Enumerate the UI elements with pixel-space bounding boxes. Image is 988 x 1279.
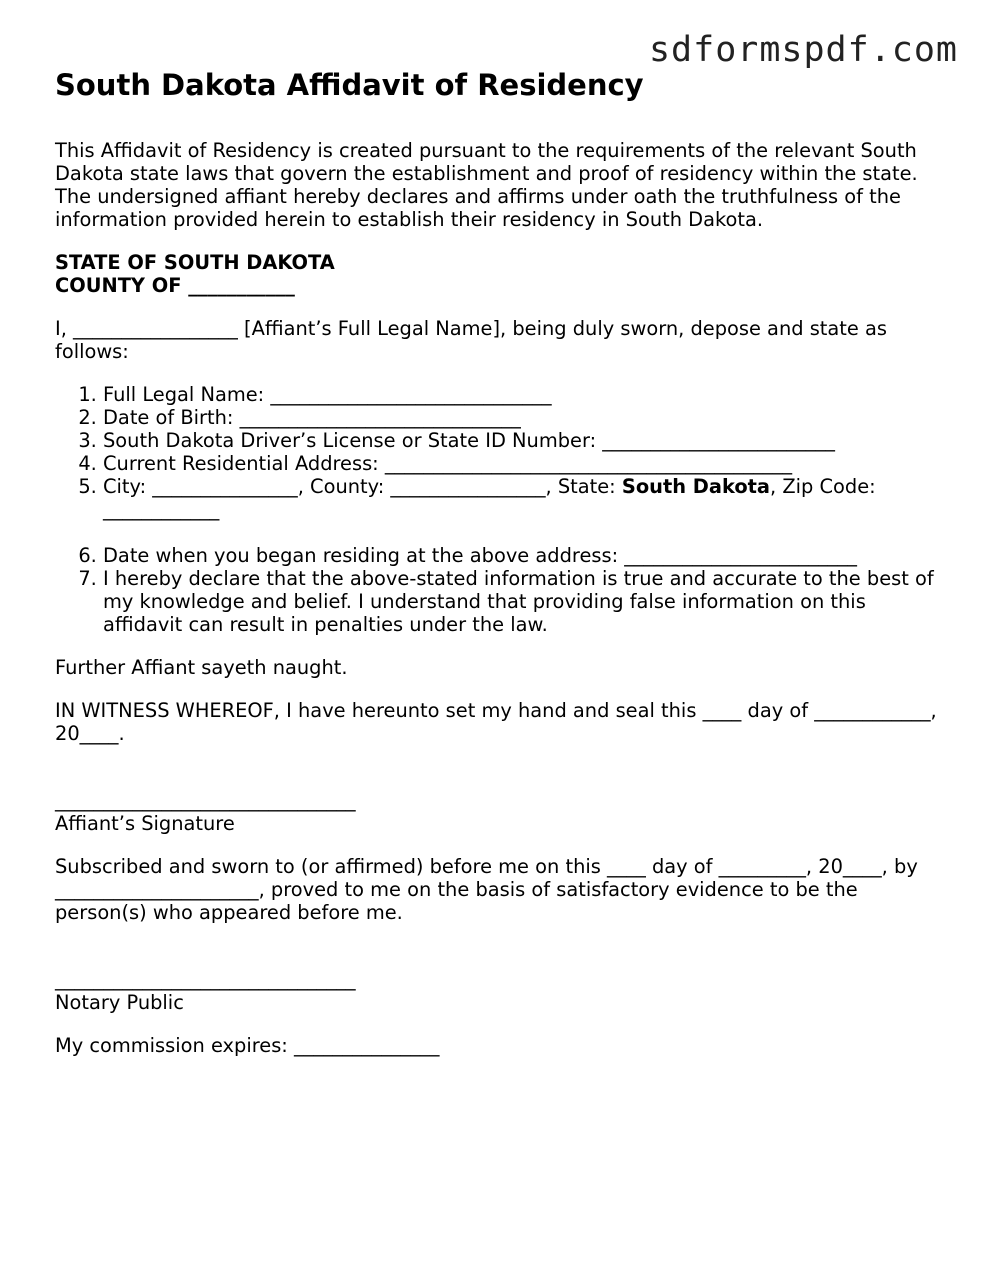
document-title: South Dakota Affidavit of Residency — [55, 68, 644, 102]
county-line: COUNTY OF ___________ — [55, 274, 295, 297]
subscribed-paragraph: Subscribed and sworn to (or affirmed) before me on this ____ day of _________, 20____, by _____________________, proved to me on the basis of satisfactory evidence to be the person(s) who appeared before me. — [55, 855, 918, 924]
affiant-signature-block — [55, 789, 945, 835]
state-line: STATE OF SOUTH DAKOTA — [55, 251, 335, 274]
venue-block — [55, 251, 945, 297]
affidavit-document — [55, 66, 945, 1077]
watermark: sdformspdf.com — [648, 30, 958, 70]
oath-paragraph: I, _________________ [Affiant’s Full Legal Name], being duly sworn, depose and state as follows: — [55, 317, 887, 363]
state-value: South Dakota — [621, 475, 771, 498]
item-date-of-birth: 2. Date of Birth: _____________________________ — [103, 406, 945, 429]
item-city-county-state-zip — [103, 475, 945, 521]
item-full-legal-name: 1. Full Legal Name: _____________________________ — [103, 383, 945, 406]
intro-paragraph: This Affidavit of Residency is created pursuant to the requirements of the relevant South Dakota state laws that govern the establishment and proof of residency within the state. The undersigned affiant hereby declares and affirms under oath the truthfulness of the information provided herein to establish their residency in South Dakota. — [55, 139, 918, 231]
notary-signature-line: _______________________________ — [55, 968, 356, 991]
affiant-signature-line: _______________________________ — [55, 789, 356, 812]
zip-label: , Zip Code: — [770, 475, 876, 498]
witness-paragraph: IN WITNESS WHEREOF, I have hereunto set my hand and seal this ____ day of ____________, 20____. — [55, 699, 937, 745]
further-affiant: Further Affiant sayeth naught. — [55, 656, 348, 679]
commission-expires: My commission expires: _______________ — [55, 1034, 440, 1057]
zip-blank: ____________ — [103, 498, 220, 521]
item-license-number: 3. South Dakota Driver’s License or State ID Number: ________________________ — [103, 429, 945, 452]
item-residential-address: 4. Current Residential Address: __________________________________________ — [103, 452, 945, 475]
city-county-text: City: _______________, County: ________________, State: — [103, 475, 622, 498]
affidavit-items-list — [55, 383, 945, 636]
notary-label: Notary Public — [55, 991, 184, 1014]
item-date-began-residing: 6. Date when you began residing at the above address: ________________________ — [103, 544, 945, 567]
notary-signature-block — [55, 968, 945, 1014]
item-declaration: 7. I hereby declare that the above-stated information is true and accurate to the best of my knowledge and belief. I understand that providing false information on this affidavit can result in penalties under the law. — [103, 567, 945, 636]
affiant-signature-label: Affiant’s Signature — [55, 812, 235, 835]
